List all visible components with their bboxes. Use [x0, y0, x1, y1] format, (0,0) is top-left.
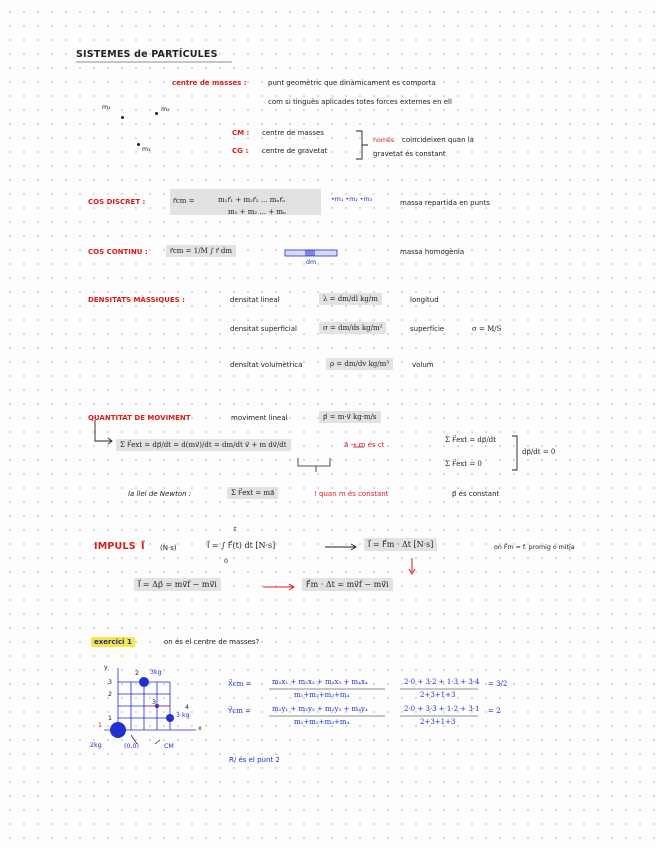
ycm-lhs: Y⃗cm =: [228, 707, 251, 715]
cm-abbr: CM :: [232, 129, 250, 137]
cm-text: centre de masses: [262, 129, 324, 137]
continu-formula: r⃗cm = 1/M ∫ r⃗ dm: [166, 245, 236, 257]
grid-mass-right: 3 kg: [176, 712, 190, 719]
ycm-den-vals: 2+3+1+3: [420, 718, 456, 726]
mass-origin-dot: [110, 722, 126, 738]
density-row-0-name: densitat lineal: [230, 296, 280, 304]
impuls-integral-lower: 0: [224, 558, 229, 565]
density-row-0-kind: longitud: [410, 296, 439, 304]
exercise-question: on és el centre de masses?: [164, 638, 260, 646]
impuls-unit: (N·s): [160, 544, 177, 552]
grid-n2: 2: [135, 670, 140, 677]
quantitat-label: QUANTITAT DE MOVIMENT: [88, 414, 191, 422]
cm-def-2: com si tinguès aplicades totes forces externes en ell: [268, 98, 452, 106]
grid-n1: 1: [98, 722, 103, 729]
grid-y2: 2: [108, 691, 113, 698]
quantitat-arrow-line: [95, 420, 111, 441]
ycm-result: = 2: [488, 707, 501, 715]
newton-note: ! quan m és constant: [314, 490, 389, 498]
exercise-label: exercici 1: [91, 637, 135, 647]
page-title: SISTEMES de PARTÍCULES: [76, 49, 218, 60]
cm-label: centre de masses :: [172, 79, 247, 87]
m3-dot: [137, 143, 140, 146]
density-row-2-kind: volum: [412, 361, 434, 369]
ycm-den: m₁+m₂+m₃+m₄: [294, 718, 350, 726]
grid-y3: 3: [108, 679, 113, 686]
discret-formula-num: m₁r⃗₁ + m₂r⃗₂ ... mₙr⃗ₙ: [218, 196, 286, 204]
system-brace: [512, 436, 517, 470]
density-row-2-formula: ρ = dm/dv kg/m³: [326, 358, 393, 370]
impuls-eq2: I⃗ = Δp⃗ = mv⃗f − mv⃗i: [134, 578, 221, 591]
derivation-bracket: [298, 458, 330, 466]
continu-dm: [305, 250, 315, 256]
impuls-integral-upper: t: [234, 526, 237, 533]
cm-note-prefix: només: [373, 137, 395, 144]
density-row-2-name: densitat volumètrica: [230, 361, 303, 369]
impuls-label: IMPULS: [94, 541, 136, 552]
continu-label: COS CONTINU :: [88, 248, 148, 256]
impuls-side-note: on F⃗m = f. promig o mitja: [494, 544, 575, 551]
discret-formula-den: m₁ + m₂ ... + mₙ: [228, 208, 287, 216]
discret-dots: •m₁ •m₂ •m₃: [331, 196, 373, 203]
m1-label: m₁: [102, 104, 111, 111]
cm-def-1: punt geomètric que dinàmicament es comporta: [268, 79, 436, 87]
xcm-lhs: X⃗cm =: [228, 680, 252, 688]
m2-dot: [155, 112, 158, 115]
cm-note-1: coincideixen quan la: [402, 136, 474, 144]
xcm-num: m₁x₁ + m₂x₂ + m₃x₃ + m₄x₄: [272, 678, 368, 686]
discret-formula-lhs: r⃗cm =: [173, 197, 195, 205]
grid-n4: 4: [185, 704, 190, 711]
const-note: p⃗ és constant: [452, 490, 500, 498]
density-row-0-formula: λ = dm/dl kg/m: [319, 293, 382, 305]
densitats-label: DENSITATS MÀSSIQUES :: [88, 296, 185, 304]
cm-cg-brace: [356, 131, 368, 159]
m2-label: m₂: [161, 106, 170, 113]
density-row-1-kind: superfície: [410, 325, 445, 333]
cm-note-2: gravetat és constant: [373, 150, 446, 158]
grid-cm: CM: [164, 743, 174, 750]
grid-mass-top: 3kg: [150, 669, 162, 676]
mass-top-dot: [139, 677, 149, 687]
exercise-grid: [104, 668, 196, 730]
newton-formula: Σ F⃗ext = ma⃗: [227, 487, 278, 499]
impuls-eq3: F⃗m · Δt = mv⃗f − mv⃗i: [302, 578, 393, 591]
density-row-1-name: densitat superficial: [230, 325, 297, 333]
impuls-symbol: I⃗: [141, 541, 145, 552]
quantitat-arrow-note: a⃗ → m és ct: [344, 441, 385, 449]
xcm-den: m₁+m₂+m₃+m₄: [294, 691, 350, 699]
discret-label: COS DISCRET :: [88, 198, 146, 206]
discret-desc: massa repartida en punts: [400, 199, 490, 207]
cg-text: centre de gravetat: [262, 147, 328, 155]
quantitat-sys-1: Σ F⃗ext = dp⃗/dt: [445, 436, 496, 444]
quantitat-sys-2: Σ F⃗ext = 0: [445, 460, 482, 468]
quantitat-derivation: Σ F⃗ext = dp⃗/dt = d(mv⃗)/dt = dm/dt v⃗ + m dv⃗/dt: [116, 439, 291, 451]
quantitat-sub: moviment lineal: [231, 414, 288, 422]
impuls-result: I⃗ = F⃗m · Δt [N·s]: [364, 538, 437, 551]
grid-y1: 1: [108, 715, 113, 722]
ycm-num: m₁y₁ + m₂y₂ + m₃y₃ + m₄y₄: [272, 705, 368, 713]
density-row-1-extra: σ = M/S: [472, 325, 502, 333]
m3-label: m₃: [142, 146, 151, 153]
quantitat-formula: p⃗ = m·v⃗ kg·m/s: [319, 411, 381, 423]
grid-x-label: x: [198, 725, 202, 732]
grid-origin: (0,0): [124, 743, 139, 750]
exercise-final: R/ és el punt 2: [229, 756, 280, 764]
grid-mass-origin: 2kg: [90, 742, 102, 749]
grid-y-label: y: [104, 664, 108, 671]
impuls-integral: I⃗ = ∫ F⃗(t) dt [N·s]: [207, 541, 276, 550]
ycm-num-vals: 2·0 + 3·3 + 1·2 + 3·1: [404, 705, 480, 713]
continu-bar-label: dm: [306, 259, 317, 266]
xcm-den-vals: 2+3+1+3: [420, 691, 456, 699]
grid-n3: 3: [152, 699, 157, 706]
xcm-num-vals: 2·0 + 3·2 + 1·3 + 3·4: [404, 678, 480, 686]
xcm-result: = 3/2: [488, 680, 508, 688]
mass-right-dot: [166, 714, 174, 722]
density-row-1-formula: σ = dm/ds kg/m²: [319, 322, 386, 334]
cg-abbr: CG :: [232, 147, 249, 155]
continu-desc: massa homogènia: [400, 248, 465, 256]
m1-dot: [121, 116, 124, 119]
newton-label: la llei de Newton :: [128, 490, 192, 498]
quantitat-sys-result: dp⃗/dt = 0: [522, 448, 556, 456]
